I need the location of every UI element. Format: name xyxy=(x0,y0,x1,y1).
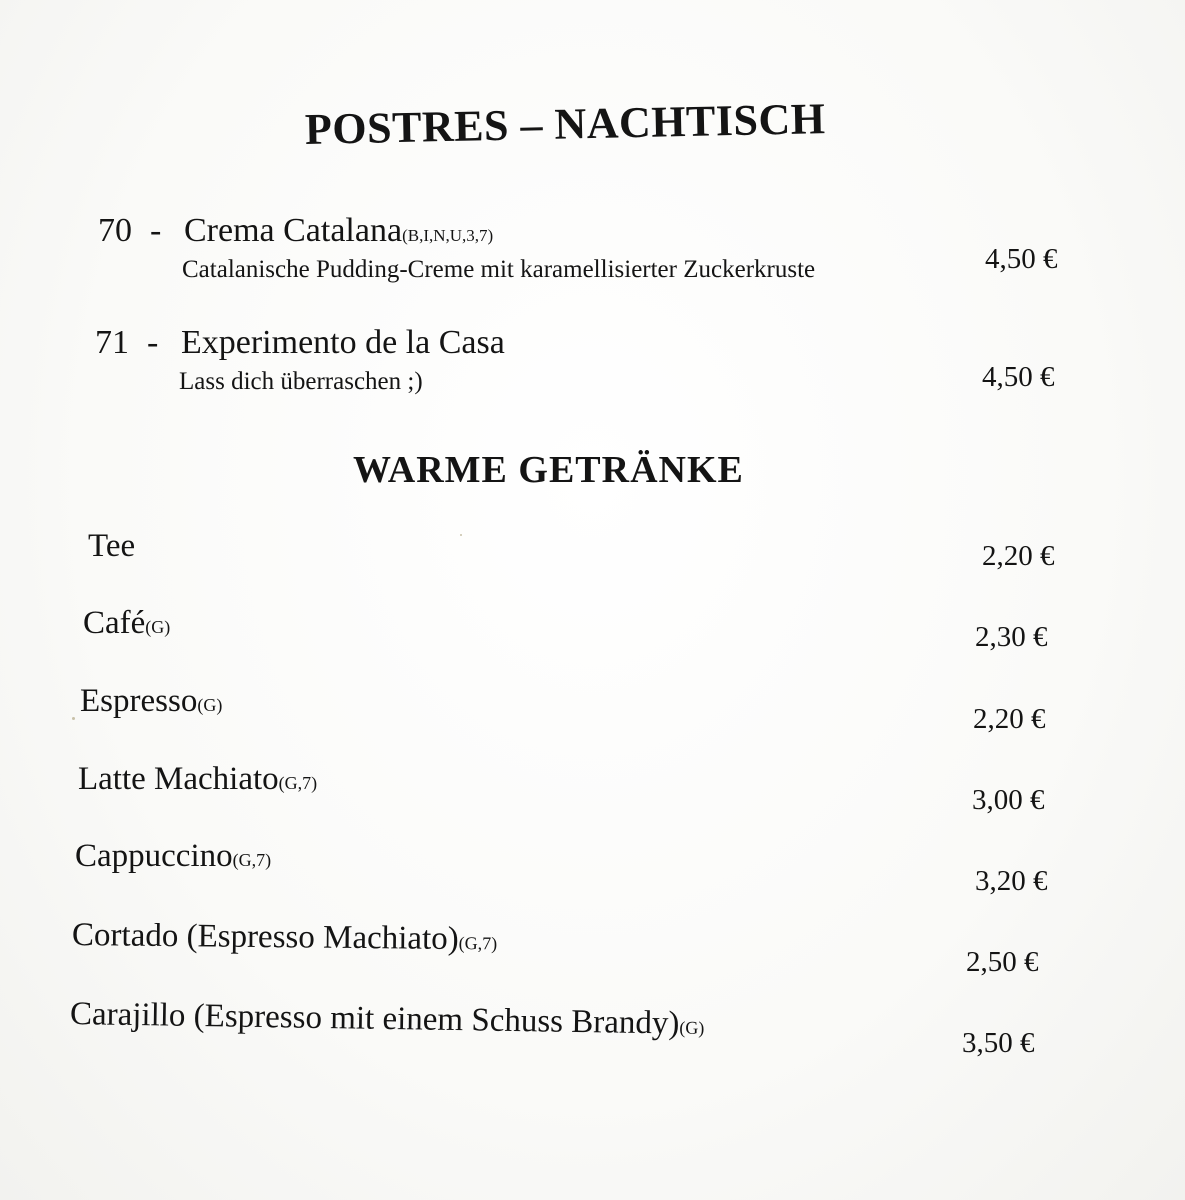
drink-allergens: (G) xyxy=(679,1017,705,1038)
drink-item-price: 3,50 € xyxy=(962,1027,1035,1059)
drink-name: Espresso xyxy=(80,683,198,719)
drink-item-price: 3,20 € xyxy=(975,865,1048,897)
drink-item-name xyxy=(88,528,135,565)
drink-allergens: (G,7) xyxy=(278,773,318,793)
menu-item-dash: - xyxy=(147,324,159,361)
drink-item-name xyxy=(75,838,271,875)
menu-item-name: Crema Catalana xyxy=(184,212,403,249)
paper-speck xyxy=(72,717,75,720)
drink-allergens: (G,7) xyxy=(458,933,498,954)
menu-item-description: Lass dich überraschen ;) xyxy=(179,368,423,395)
drink-allergens: (G,7) xyxy=(232,850,272,870)
menu-item-experimento xyxy=(95,324,505,397)
menu-item-allergens: (B,I,N,U,3,7) xyxy=(402,226,494,245)
drink-name: Cortado (Espresso Machiato) xyxy=(71,917,459,958)
drink-allergens: (G) xyxy=(197,695,223,715)
drink-name: Cappuccino xyxy=(75,838,233,874)
drink-name: Café xyxy=(83,605,146,641)
menu-item-crema-catalana xyxy=(98,212,815,285)
drink-name: Tee xyxy=(88,528,136,564)
drink-item-name xyxy=(70,996,705,1043)
drink-allergens: (G) xyxy=(145,617,171,637)
drink-item-price: 2,30 € xyxy=(975,621,1048,653)
dessert-section-title: POSTRES – NACHTISCH xyxy=(304,94,826,154)
drink-name: Latte Machiato xyxy=(78,761,279,797)
drink-item-price: 3,00 € xyxy=(972,784,1045,816)
menu-item-name-line xyxy=(95,324,505,367)
menu-item-number: 71 xyxy=(95,324,129,361)
drink-item-name xyxy=(72,917,498,958)
drink-item-name xyxy=(83,605,170,642)
menu-item-dash: - xyxy=(150,212,162,249)
menu-item-price: 4,50 € xyxy=(982,361,1055,393)
menu-item-name: Experimento de la Casa xyxy=(181,324,505,361)
drink-item-price: 2,20 € xyxy=(982,540,1055,572)
paper-speck xyxy=(460,534,462,536)
menu-item-description: Catalanische Pudding-Creme mit karamellisierter Zuckerkruste xyxy=(182,256,816,283)
drink-item-name xyxy=(80,683,222,720)
menu-item-price: 4,50 € xyxy=(985,243,1058,275)
drink-item-price: 2,20 € xyxy=(973,703,1046,735)
drink-item-price: 2,50 € xyxy=(966,946,1039,978)
menu-item-number: 70 xyxy=(98,212,132,249)
menu-item-name-line xyxy=(98,212,815,255)
drinks-section-title: WARME GETRÄNKE xyxy=(353,449,744,491)
drink-name: Carajillo (Espresso mit einem Schuss Brandy) xyxy=(69,996,680,1042)
drink-item-name xyxy=(78,761,317,798)
